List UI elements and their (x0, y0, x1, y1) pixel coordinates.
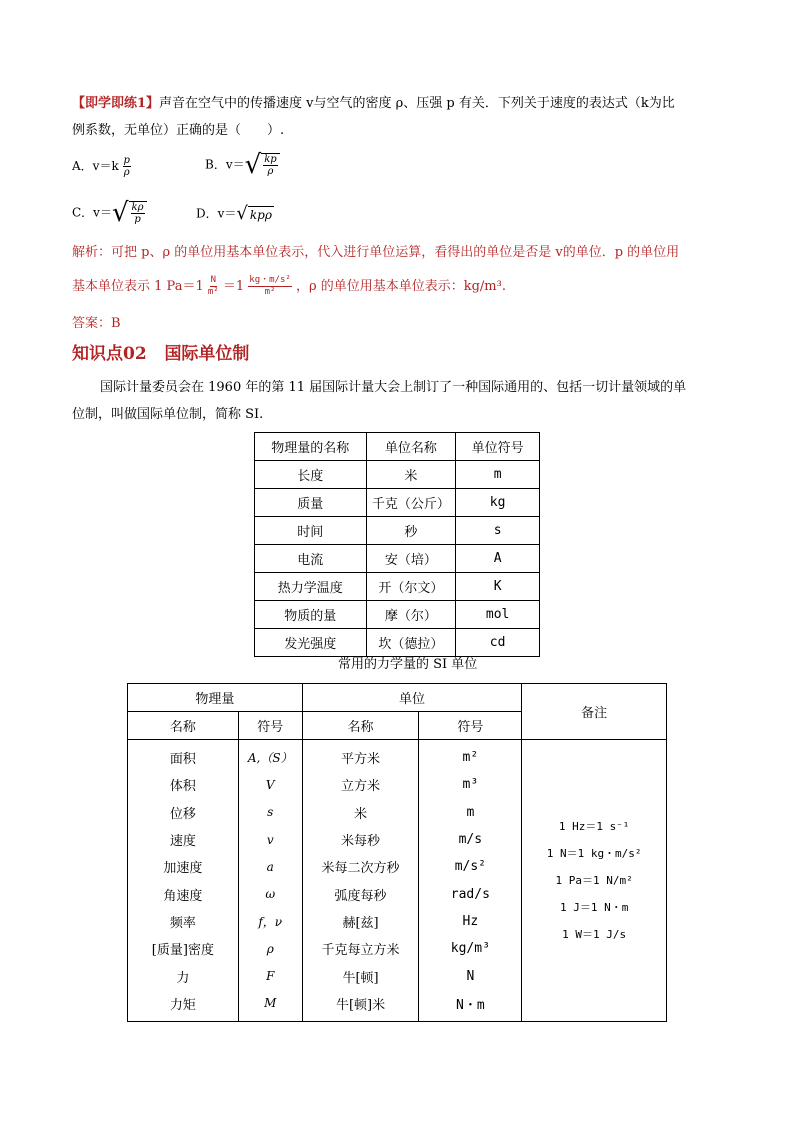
option-c-fraction (131, 202, 145, 225)
subheader-unit-symbol: 符号 (419, 712, 522, 740)
analysis-text-mid: ＝1 (222, 279, 245, 294)
table-header-cell: 单位符号 (456, 433, 540, 461)
option-b (205, 152, 280, 178)
quantity-symbol-cell: M (238, 990, 302, 1022)
quantity-symbol-cell: ω (238, 880, 302, 907)
option-c-denominator: p (134, 214, 141, 225)
table-row (255, 517, 540, 545)
unit-symbol-cell: m/s² (419, 853, 522, 880)
quantity-name-cell: 面积 (128, 740, 239, 772)
option-d-radical: √ kpρ (236, 203, 272, 224)
table-cell: 质量 (255, 489, 367, 517)
section-heading (72, 343, 249, 365)
table-cell: 摩（尔） (366, 601, 456, 629)
option-c-numerator: kρ (131, 202, 144, 213)
table-header-cell: 单位名称 (366, 433, 456, 461)
section-paragraph-line1: 国际计量委员会在 1960 年的第 11 届国际计量大会上制订了一种国际通用的、包括一切计量领域的单 (100, 380, 687, 395)
analysis-line2 (72, 275, 506, 298)
unit-name-cell: 米每秒 (302, 826, 419, 853)
table-cell: 长度 (255, 461, 367, 489)
option-b-numerator: kp (264, 154, 277, 165)
unit-name-cell: 牛[顿]米 (302, 990, 419, 1022)
table-row (255, 545, 540, 573)
table-row (255, 629, 540, 657)
option-c (72, 200, 147, 226)
remark-note: 1 N＝1 kg・m/s² (546, 846, 642, 860)
unit-name-cell: 赫[兹] (302, 908, 419, 935)
unit-symbol-cell: N (419, 962, 522, 989)
header-quantity: 物理量 (128, 684, 303, 712)
analysis-text-a: 基本单位表示 1 Pa＝1 (72, 279, 204, 294)
unit-symbol-cell: m (419, 799, 522, 826)
table-cell: 米 (366, 461, 456, 489)
option-a (72, 155, 131, 178)
unit-symbol-cell: m/s (419, 826, 522, 853)
option-a-label: A．v＝k (72, 159, 119, 173)
table-row (255, 573, 540, 601)
table-row (255, 489, 540, 517)
quantity-name-cell: 体积 (128, 771, 239, 798)
unit-name-cell: 立方米 (302, 771, 419, 798)
remark-note: 1 J＝1 N・m (559, 900, 629, 914)
mechanics-table-caption: 常用的力学量的 SI 单位 (338, 657, 478, 672)
quantity-symbol-cell: ρ (238, 935, 302, 962)
quantity-symbol-cell: a (238, 853, 302, 880)
analysis-fraction-pa-den: m² (207, 287, 219, 297)
unit-name-cell: 平方米 (302, 740, 419, 772)
table-header-cell: 物理量的名称 (255, 433, 367, 461)
section-paragraph-line2: 位制，叫做国际单位制，简称 SI. (72, 407, 264, 422)
table-cell: 秒 (366, 517, 456, 545)
table-cell: 开（尔文） (366, 573, 456, 601)
option-c-radical: √ $\frac{k\rho}{p}$ (112, 200, 147, 226)
analysis-fraction-pa (208, 275, 219, 298)
header-remark: 备注 (522, 684, 667, 740)
table-cell: 电流 (255, 545, 367, 573)
unit-name-cell: 牛[顿] (302, 962, 419, 989)
quantity-name-cell: [质量]密度 (128, 935, 239, 962)
quantity-name-cell: 位移 (128, 799, 239, 826)
table-row (255, 461, 540, 489)
quantity-name-cell: 加速度 (128, 853, 239, 880)
unit-symbol-cell: m³ (419, 771, 522, 798)
remark-cell (522, 740, 667, 1022)
table-cell: 坎（德拉） (366, 629, 456, 657)
quantity-name-cell: 力 (128, 962, 239, 989)
option-d (196, 205, 274, 223)
analysis-line1: 解析：可把 p、ρ 的单位用基本单位表示，代入进行单位运算，看得出的单位是否是 v的单位．p 的单位用 (72, 245, 680, 260)
header-unit: 单位 (302, 684, 522, 712)
subheader-quantity-symbol: 符号 (238, 712, 302, 740)
table-cell: s (456, 517, 540, 545)
remark-note: 1 Pa＝1 N/m² (555, 873, 633, 887)
quantity-symbol-cell: s (238, 799, 302, 826)
unit-symbol-cell: rad/s (419, 880, 522, 907)
table-cell: 安（培） (366, 545, 456, 573)
table-cell: kg (456, 489, 540, 517)
option-c-label: C．v＝ (72, 205, 112, 220)
analysis-text-b: ，ρ 的单位用基本单位表示：kg/m³. (295, 279, 506, 294)
unit-symbol-cell: Hz (419, 908, 522, 935)
analysis-fraction-si (248, 275, 292, 298)
unit-symbol-cell: m² (419, 740, 522, 772)
remark-note: 1 Hz＝1 s⁻¹ (558, 819, 630, 833)
unit-name-cell: 米 (302, 799, 419, 826)
option-b-denominator: ρ (267, 166, 274, 177)
quantity-name-cell: 角速度 (128, 880, 239, 907)
subheader-unit-name: 名称 (302, 712, 419, 740)
analysis-fraction-si-num: kg・m/s² (249, 275, 291, 285)
option-a-fraction (123, 155, 131, 178)
exercise-tag: 【即学即练1】 (72, 96, 160, 111)
remark-note: 1 W＝1 J/s (562, 927, 627, 941)
table-cell: mol (456, 601, 540, 629)
unit-name-cell: 米每二次方秒 (302, 853, 419, 880)
quantity-symbol-cell: V (238, 771, 302, 798)
option-b-radical: √ $\frac{kp}{\rho}$ (245, 152, 280, 178)
option-d-label: D．v＝ (196, 206, 237, 221)
table-cell: K (456, 573, 540, 601)
table-cell: 千克（公斤） (366, 489, 456, 517)
table-cell: 时间 (255, 517, 367, 545)
answer: 答案：B (72, 316, 121, 331)
section-number: 知识点02 (72, 344, 147, 364)
table-cell: 发光强度 (255, 629, 367, 657)
mechanics-si-units-table (127, 683, 667, 1022)
quantity-symbol-cell: f，ν (238, 908, 302, 935)
table-header-row (255, 433, 540, 461)
exercise-stem-line1 (72, 95, 675, 113)
table-cell: A (456, 545, 540, 573)
section-title: 国际单位制 (164, 344, 250, 364)
quantity-symbol-cell: v (238, 826, 302, 853)
table-cell: 物质的量 (255, 601, 367, 629)
table-cell: m (456, 461, 540, 489)
analysis-fraction-si-den: m² (264, 287, 276, 297)
exercise-stem-text: 声音在空气中的传播速度 v与空气的密度 ρ、压强 p 有关．下列关于速度的表达式（k为比 (159, 96, 675, 111)
quantity-name-cell: 力矩 (128, 990, 239, 1022)
option-a-denominator: ρ (123, 167, 130, 178)
unit-symbol-cell: kg/m³ (419, 935, 522, 962)
option-d-radicand: kpρ (249, 207, 272, 222)
table-row (128, 740, 667, 772)
analysis-fraction-pa-num: N (210, 275, 216, 285)
table-cell: cd (456, 629, 540, 657)
exercise-stem-line2: 例系数，无单位）正确的是（ ）. (72, 123, 285, 138)
table-row (255, 601, 540, 629)
subheader-quantity-name: 名称 (128, 712, 239, 740)
quantity-name-cell: 速度 (128, 826, 239, 853)
option-b-label: B．v＝ (205, 157, 245, 172)
option-b-fraction (263, 154, 277, 177)
table-cell: 热力学温度 (255, 573, 367, 601)
unit-name-cell: 千克每立方米 (302, 935, 419, 962)
si-base-units-table (254, 432, 540, 657)
quantity-name-cell: 频率 (128, 908, 239, 935)
unit-name-cell: 弧度每秒 (302, 880, 419, 907)
option-a-numerator: p (123, 155, 130, 166)
quantity-symbol-cell: F (238, 962, 302, 989)
unit-symbol-cell: N・m (419, 990, 522, 1022)
quantity-symbol-cell: A,（S） (238, 740, 302, 772)
